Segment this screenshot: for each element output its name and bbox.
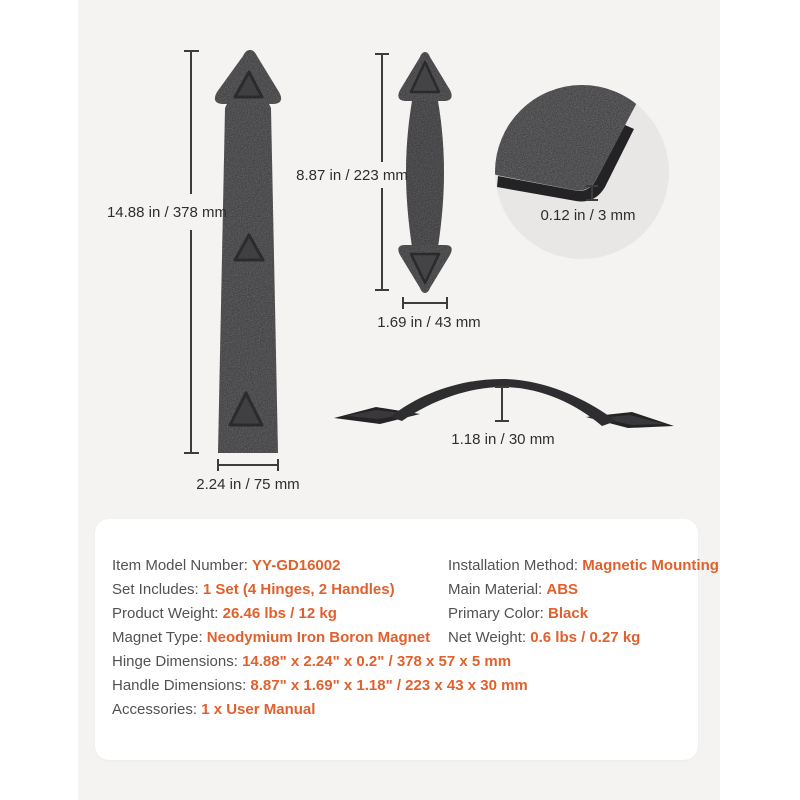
- spec-row: [112, 674, 528, 698]
- spec-row-label: Net Weight:: [448, 629, 531, 646]
- spec-row: [448, 602, 719, 626]
- spec-row-value: Magnetic Mounting: [582, 557, 719, 574]
- spec-row: [448, 626, 719, 650]
- hinge-width-dim-label: 2.24 in / 75 mm: [196, 476, 300, 493]
- spec-row-value: 26.46 lbs / 12 kg: [222, 605, 337, 622]
- hinge-illustration: [205, 46, 295, 458]
- spec-row-value: Black: [548, 605, 589, 622]
- spec-row-label: Primary Color:: [448, 605, 549, 622]
- spec-row-value: 8.87" x 1.69" x 1.18" / 223 x 43 x 30 mm: [250, 677, 528, 694]
- thickness-dim-line: [591, 186, 593, 200]
- handle-width-dim-cap-right: [446, 297, 448, 309]
- spec-row-value: 0.6 lbs / 0.27 kg: [530, 629, 641, 646]
- spec-row: [448, 578, 719, 602]
- handle-height-dim-label: 8.87 in / 223 mm: [296, 167, 408, 184]
- hinge-height-dim-line-upper: [190, 51, 192, 194]
- spec-row: [112, 698, 528, 722]
- spec-row-label: Installation Method:: [448, 557, 583, 574]
- side-height-dim-label: 1.18 in / 30 mm: [451, 431, 555, 448]
- spec-column-right: [448, 554, 719, 650]
- spec-row: [112, 650, 528, 674]
- side-height-dim-cap-bottom: [495, 420, 509, 422]
- spec-row-label: Main Material:: [448, 581, 547, 598]
- hinge-height-dim-cap-bottom: [184, 452, 199, 454]
- handle-width-dim-label: 1.69 in / 43 mm: [377, 314, 481, 331]
- handle-side-illustration: [330, 370, 680, 434]
- spec-row-value: 1 Set (4 Hinges, 2 Handles): [202, 581, 395, 598]
- spec-row-label: Magnet Type:: [112, 629, 207, 646]
- handle-height-dim-cap-bottom: [375, 289, 389, 291]
- hinge-width-dim-line: [218, 464, 278, 466]
- side-height-dim-line: [501, 387, 503, 421]
- spec-row-value: 1 x User Manual: [201, 701, 316, 718]
- hinge-height-dim-line-lower: [190, 230, 192, 453]
- spec-row-label: Set Includes:: [112, 581, 203, 598]
- spec-row-value: 14.88" x 2.24" x 0.2" / 378 x 57 x 5 mm: [242, 653, 512, 670]
- thickness-detail-inset: [495, 85, 669, 259]
- spec-row-label: Accessories:: [112, 701, 202, 718]
- handle-height-dim-line-upper: [381, 54, 383, 162]
- spec-row-label: Product Weight:: [112, 605, 223, 622]
- spec-row-label: Handle Dimensions:: [112, 677, 251, 694]
- hinge-height-dim-label: 14.88 in / 378 mm: [106, 204, 228, 221]
- hinge-width-dim-cap-right: [277, 459, 279, 471]
- thickness-dim-label: 0.12 in / 3 mm: [540, 207, 636, 224]
- spec-card: [95, 519, 719, 760]
- handle-height-dim-line-lower: [381, 188, 383, 290]
- spec-row-value: ABS: [546, 581, 579, 598]
- handle-width-dim-line: [403, 302, 447, 304]
- thickness-dim-cap-bottom: [586, 199, 598, 201]
- spec-row-value: YY-GD16002: [252, 557, 341, 574]
- plate-corner-illustration: [495, 85, 669, 259]
- spec-row-label: Hinge Dimensions:: [112, 653, 243, 670]
- spec-row: [448, 554, 719, 578]
- spec-row-label: Item Model Number:: [112, 557, 253, 574]
- spec-row-value: Neodymium Iron Boron Magnet: [206, 629, 431, 646]
